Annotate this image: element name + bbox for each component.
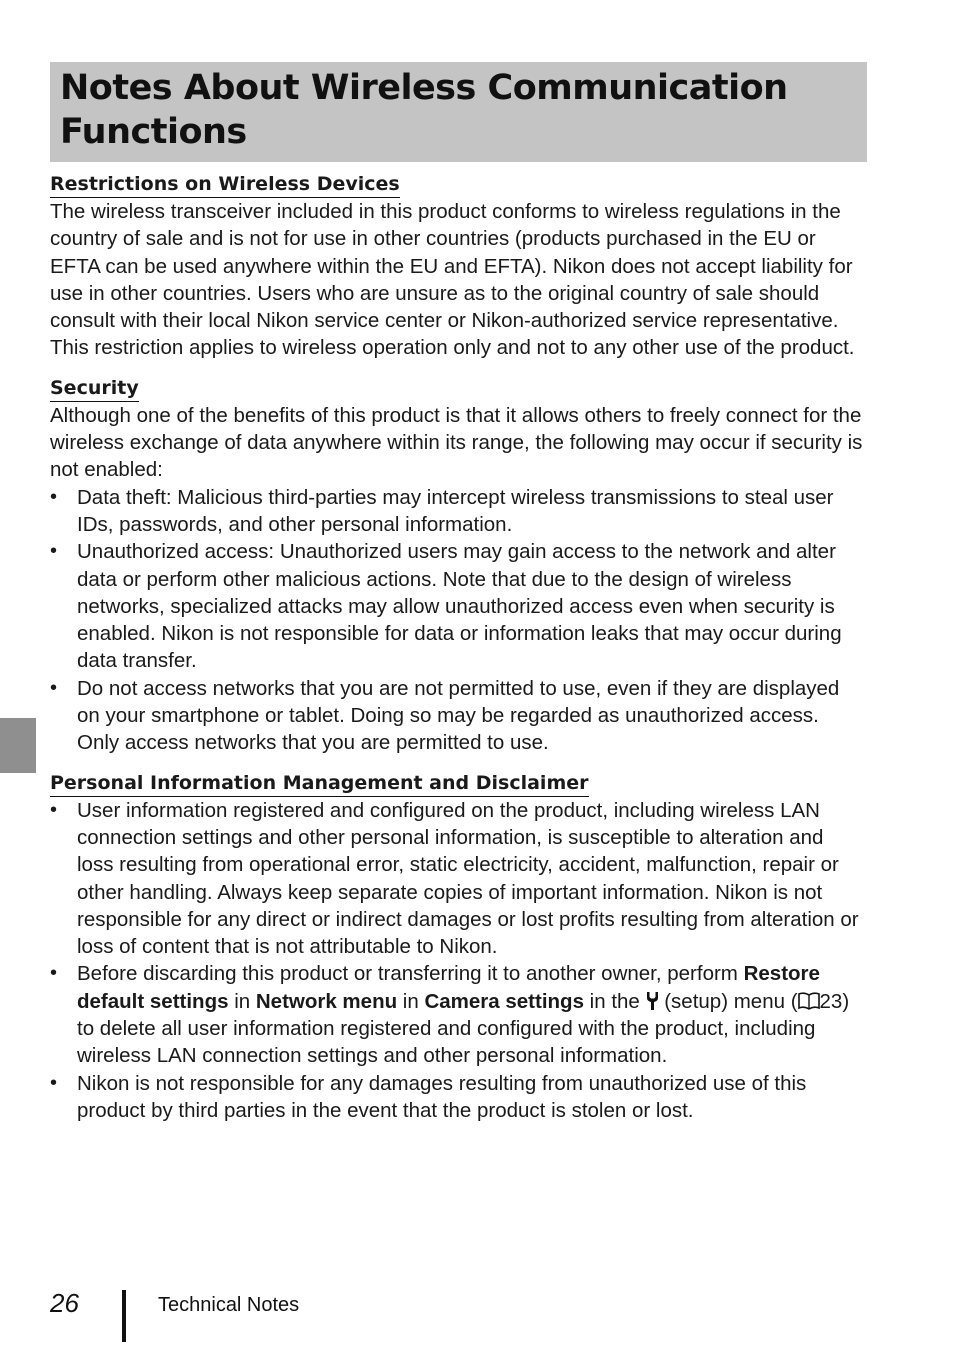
camera-settings-label: Camera settings [424, 989, 584, 1013]
page-reference: 23 [819, 989, 843, 1013]
text-run: in the [583, 989, 646, 1013]
list-item-text [77, 962, 849, 1067]
page-title [60, 66, 857, 154]
list-item [50, 484, 865, 539]
page-title-line1: Notes About Wireless Communication [60, 68, 788, 108]
restrictions-body: The wireless transceiver included in this product conforms to wireless regulations in the country of sale and is not for use in other countries (products purchased in the EU or EFTA can be used anywhere within the EU and EFTA). Nikon does not accept liability for use in other countries. Users who are unsure as to the original country of sale should consult with their local Nikon service center or Nikon-authorized service representative. This restriction applies to wireless operation only and not to any other use of the product. [50, 200, 855, 360]
bullet-icon: • [50, 1071, 58, 1094]
text-run: in [397, 989, 425, 1013]
security-intro: Although one of the benefits of this product is that it allows others to freely connect for the wireless exchange of data anywhere within its range, the following may occur if security is not enabled: [50, 403, 863, 482]
list-item-text: User information registered and configured on the product, including wireless LAN connection settings and other personal information, is susceptible to alteration and loss resulting from operational error, static electricity, accident, malfunction, repair or other handling. Always keep separate copies of important information. Nikon is not responsible for any direct or indirect damages or lost profits resulting from alteration or loss of content that is not attributable to Nikon. [77, 798, 859, 959]
list-item-text: Data theft: Malicious third-parties may intercept wireless transmissions to steal user IDs, passwords, and other personal information. [77, 485, 834, 536]
book-icon [798, 992, 820, 1010]
personal-heading: Personal Information Management and Disclaimer [50, 771, 589, 797]
list-item [50, 1070, 865, 1125]
personal-bullets [50, 797, 865, 1125]
content [50, 172, 865, 1138]
list-item-text: Unauthorized access: Unauthorized users may gain access to the network and alter data or perform other malicious actions. Note that due to the design of wireless networks, specialized attacks may allow unauthorized access even when security is enabled. Nikon is not responsible for data or information leaks that may occur during data transfer. [77, 540, 842, 673]
footer-divider [122, 1290, 126, 1342]
section-personal [50, 771, 865, 1125]
section-restrictions [50, 172, 865, 362]
wrench-icon [646, 991, 659, 1011]
footer-section-label: Technical Notes [158, 1294, 300, 1316]
network-menu-label: Network menu [255, 989, 398, 1013]
text-run: in [228, 989, 256, 1013]
bullet-icon: • [50, 540, 58, 563]
list-item [50, 960, 865, 1069]
list-item-text: Do not access networks that you are not permitted to use, even if they are displayed on your smartphone or tablet. Doing so may be regarded as unauthorized access. Only access networks that you are permitted to use. [77, 676, 840, 755]
bullet-icon: • [50, 798, 58, 821]
list-item [50, 675, 865, 757]
list-item [50, 797, 865, 961]
text-run: (setup) menu ( [658, 989, 798, 1013]
page-number: 26 [50, 1288, 79, 1318]
section-security [50, 376, 865, 757]
security-heading: Security [50, 376, 139, 402]
restrictions-heading: Restrictions on Wireless Devices [50, 172, 400, 198]
bullet-icon: • [50, 485, 58, 508]
title-band [50, 62, 867, 162]
section-side-tab [0, 718, 36, 773]
security-bullets [50, 484, 865, 757]
text-run: ) to delete all user information registered and configured with the product, including wireless LAN connection settings and other personal information. [77, 989, 850, 1068]
list-item-text: Nikon is not responsible for any damages resulting from unauthorized use of this product by third parties in the event that the product is stolen or lost. [77, 1071, 807, 1122]
text-run: Before discarding this product or transferring it to another owner, perform [77, 962, 744, 986]
bullet-icon: • [50, 676, 58, 699]
list-item [50, 538, 865, 674]
bullet-icon: • [50, 962, 58, 985]
page-title-line2: Functions [60, 112, 247, 152]
restore-default-settings-label: Restore default settings [77, 962, 820, 1013]
